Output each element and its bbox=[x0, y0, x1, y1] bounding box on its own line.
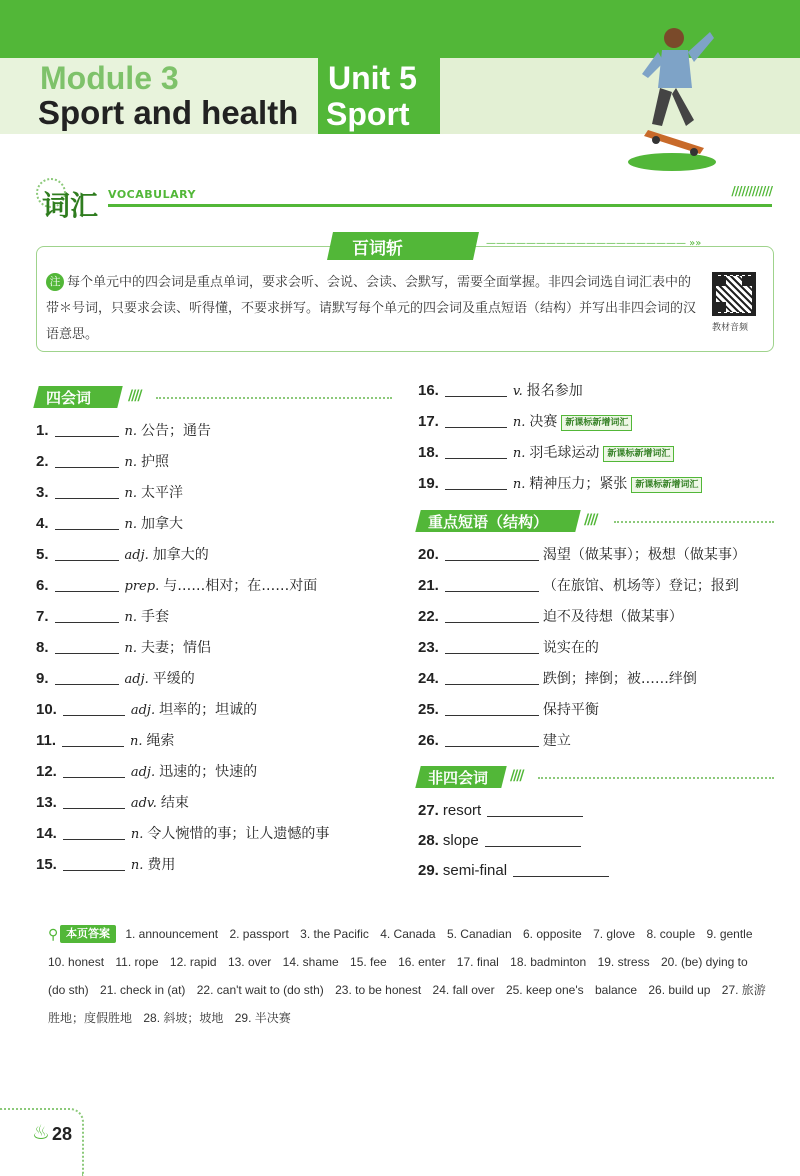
vocab-item bbox=[418, 382, 583, 401]
answer-item: 18. badminton bbox=[510, 955, 587, 969]
answer-blank[interactable] bbox=[63, 826, 125, 840]
phrase-item bbox=[418, 546, 746, 564]
section-four-skill-bars: //// bbox=[128, 388, 141, 404]
vocab-item bbox=[36, 515, 183, 534]
english-word: resort bbox=[442, 802, 482, 819]
answer-item: balance bbox=[594, 983, 638, 997]
part-of-speech: n. bbox=[124, 424, 138, 439]
answer-item: 10. honest bbox=[48, 955, 105, 969]
vocab-item bbox=[36, 763, 257, 782]
item-meaning: 精神压力；紧张 bbox=[529, 476, 628, 492]
answer-blank[interactable] bbox=[63, 795, 125, 809]
item-number: 11. bbox=[36, 732, 57, 749]
balloon-icon: ♨ bbox=[32, 1120, 50, 1144]
skateboarder-illustration bbox=[612, 12, 732, 172]
item-number: 3. bbox=[36, 484, 49, 501]
answer-blank[interactable] bbox=[55, 609, 119, 623]
item-number: 10. bbox=[36, 701, 57, 718]
section-four-skill-words bbox=[36, 386, 392, 408]
item-number: 4. bbox=[36, 515, 49, 532]
phrase-item bbox=[418, 701, 599, 719]
answer-blank[interactable] bbox=[445, 445, 507, 459]
vocab-item bbox=[418, 413, 632, 432]
item-number: 13. bbox=[36, 794, 57, 811]
item-number: 12. bbox=[36, 763, 57, 780]
part-of-speech: adj. bbox=[130, 703, 156, 718]
phrase-item bbox=[418, 608, 683, 626]
answer-item: 27. 旅游胜地；度假胜地 bbox=[48, 983, 766, 1025]
vocab-item bbox=[418, 444, 674, 463]
answer-blank[interactable] bbox=[445, 609, 539, 623]
part-of-speech: n. bbox=[130, 734, 143, 749]
answer-item: 3. the Pacific bbox=[300, 927, 369, 941]
item-number: 27. bbox=[418, 802, 439, 819]
non-four-item bbox=[418, 802, 589, 820]
item-number: 20. bbox=[418, 546, 439, 563]
part-of-speech: n. bbox=[124, 610, 138, 625]
answer-item: 16. enter bbox=[398, 955, 446, 969]
vocab-item bbox=[36, 608, 169, 627]
section-key-phrases-dots bbox=[614, 521, 774, 523]
vocab-item bbox=[36, 825, 329, 844]
item-meaning: 加拿大 bbox=[141, 516, 184, 532]
answer-blank[interactable] bbox=[55, 640, 119, 654]
answer-item: 4. Canada bbox=[380, 927, 436, 941]
item-meaning: 令人惋惜的事；让人遗憾的事 bbox=[147, 826, 330, 842]
part-of-speech: n. bbox=[130, 858, 144, 873]
answer-item: 13. over bbox=[227, 955, 272, 969]
phrase-item bbox=[418, 639, 599, 657]
item-meaning: 加拿大的 bbox=[152, 547, 209, 563]
new-curriculum-badge: 新课标新增词汇 bbox=[561, 415, 632, 431]
vocab-item bbox=[36, 732, 175, 751]
item-meaning: （在旅馆、机场等）登记；报到 bbox=[542, 578, 739, 594]
answer-item: 29. 半决赛 bbox=[234, 1011, 291, 1025]
answer-item: 26. build up bbox=[648, 983, 711, 997]
item-meaning: 渴望（做某事）；极想（做某事） bbox=[542, 547, 746, 563]
answer-item: 21. check in (at) bbox=[100, 983, 186, 997]
answer-blank[interactable] bbox=[445, 640, 539, 654]
item-meaning: 决赛 bbox=[529, 414, 558, 430]
unit-subtitle: Sport bbox=[326, 96, 410, 132]
answer-blank[interactable] bbox=[445, 383, 507, 397]
section-key-phrases-title: 重点短语（结构） bbox=[428, 513, 549, 531]
vocab-item bbox=[36, 577, 317, 596]
part-of-speech: adj. bbox=[130, 765, 156, 780]
intro-tag: 百词斩 bbox=[352, 239, 403, 259]
answer-blank[interactable] bbox=[445, 578, 539, 592]
part-of-speech: prep. bbox=[124, 579, 160, 594]
item-number: 24. bbox=[418, 670, 439, 687]
item-meaning: 报名参加 bbox=[526, 383, 583, 399]
answer-blank[interactable] bbox=[485, 833, 581, 847]
answer-blank[interactable] bbox=[55, 423, 119, 437]
answer-blank[interactable] bbox=[55, 454, 119, 468]
qr-label: 教材音频 bbox=[712, 323, 749, 333]
answer-item: 25. keep one's bbox=[505, 983, 584, 997]
new-curriculum-badge: 新课标新增词汇 bbox=[631, 477, 702, 493]
item-number: 5. bbox=[36, 546, 49, 563]
answer-blank[interactable] bbox=[63, 764, 125, 778]
answer-item: 24. fall over bbox=[432, 983, 495, 997]
non-four-item bbox=[418, 832, 587, 850]
item-number: 6. bbox=[36, 577, 49, 594]
section-key-phrases-bars: //// bbox=[584, 512, 597, 528]
answer-item: 14. shame bbox=[282, 955, 339, 969]
answer-item: 6. opposite bbox=[523, 927, 582, 941]
phrase-item bbox=[418, 732, 571, 750]
part-of-speech: n. bbox=[124, 517, 138, 532]
section-non-four-skill-words bbox=[418, 766, 774, 788]
item-number: 25. bbox=[418, 701, 439, 718]
part-of-speech: v. bbox=[512, 384, 523, 399]
item-number: 22. bbox=[418, 608, 439, 625]
page-number: 28 bbox=[52, 1124, 73, 1144]
key-icon: ⚲ bbox=[48, 926, 59, 942]
vocabulary-title-cn: 词汇 bbox=[42, 189, 99, 222]
section-non-four-title: 非四会词 bbox=[428, 769, 489, 787]
answer-item: 17. final bbox=[456, 955, 499, 969]
part-of-speech: n. bbox=[124, 455, 138, 470]
answer-item: 12. rapid bbox=[169, 955, 217, 969]
item-number: 7. bbox=[36, 608, 49, 625]
phrase-item bbox=[418, 577, 739, 595]
vocabulary-underline bbox=[108, 204, 772, 207]
item-number: 18. bbox=[418, 444, 439, 461]
item-meaning: 跌倒；摔倒；被……绊倒 bbox=[542, 671, 697, 687]
item-number: 16. bbox=[418, 382, 439, 399]
item-number: 26. bbox=[418, 732, 439, 749]
item-meaning: 费用 bbox=[147, 857, 176, 873]
item-meaning: 迅速的；快速的 bbox=[159, 764, 258, 780]
item-meaning: 手套 bbox=[141, 609, 170, 625]
answer-item: 28. 斜坡；坡地 bbox=[143, 1011, 224, 1025]
intro-tag-bg bbox=[327, 232, 479, 260]
item-number: 19. bbox=[418, 475, 439, 492]
item-number: 14. bbox=[36, 825, 57, 842]
answer-blank[interactable] bbox=[63, 857, 125, 871]
answer-blank[interactable] bbox=[445, 476, 507, 490]
answer-item: 7. glove bbox=[593, 927, 636, 941]
answer-blank[interactable] bbox=[445, 671, 539, 685]
item-meaning: 护照 bbox=[141, 454, 170, 470]
answer-item: 22. can't wait to (do sth) bbox=[196, 983, 324, 997]
answer-blank[interactable] bbox=[55, 516, 119, 530]
vocab-item bbox=[36, 422, 211, 441]
answer-blank[interactable] bbox=[62, 733, 124, 747]
part-of-speech: n. bbox=[124, 641, 138, 656]
vocab-item bbox=[36, 856, 175, 875]
item-number: 15. bbox=[36, 856, 57, 873]
qr-code-pattern bbox=[716, 276, 752, 312]
item-number: 1. bbox=[36, 422, 49, 439]
vocab-item bbox=[36, 670, 195, 689]
item-meaning: 保持平衡 bbox=[542, 702, 599, 718]
module-subtitle: Sport and health bbox=[38, 94, 299, 131]
vocabulary-title-en: VOCABULARY bbox=[108, 188, 196, 201]
answer-item: 2. passport bbox=[229, 927, 289, 941]
module-title: Module 3 bbox=[40, 60, 179, 96]
english-word: slope bbox=[442, 832, 479, 849]
item-number: 2. bbox=[36, 453, 49, 470]
vocab-item bbox=[36, 639, 211, 658]
section-non-four-dots bbox=[538, 777, 774, 779]
part-of-speech: n. bbox=[512, 415, 526, 430]
answer-item: 1. announcement bbox=[125, 927, 219, 941]
vocabulary-slashes: //////////// bbox=[731, 184, 772, 198]
item-meaning: 结束 bbox=[160, 795, 189, 811]
item-meaning: 建立 bbox=[542, 733, 571, 749]
item-meaning: 公告；通告 bbox=[141, 423, 212, 439]
part-of-speech: n. bbox=[130, 827, 144, 842]
item-number: 28. bbox=[418, 832, 439, 849]
answer-blank[interactable] bbox=[55, 671, 119, 685]
answer-item: 19. stress bbox=[597, 955, 650, 969]
item-number: 8. bbox=[36, 639, 49, 656]
section-non-four-bars: //// bbox=[510, 768, 523, 784]
vocab-item bbox=[36, 453, 169, 472]
answer-blank[interactable] bbox=[55, 578, 119, 592]
section-key-phrases bbox=[418, 510, 774, 532]
answer-item: 5. Canadian bbox=[446, 927, 512, 941]
answer-item: 11. rope bbox=[115, 955, 159, 969]
vocab-item bbox=[418, 475, 702, 494]
answer-item: 9. gentle bbox=[706, 927, 753, 941]
part-of-speech: adj. bbox=[124, 672, 149, 687]
vocab-item bbox=[36, 546, 209, 565]
item-meaning: 坦率的；坦诚的 bbox=[159, 702, 258, 718]
answer-blank[interactable] bbox=[445, 733, 539, 747]
item-meaning: 与……相对；在……对面 bbox=[163, 578, 318, 594]
item-number: 21. bbox=[418, 577, 439, 594]
answer-blank[interactable] bbox=[487, 803, 583, 817]
intro-arrow-line: ———————————————————— »» bbox=[486, 238, 702, 249]
part-of-speech: n. bbox=[512, 477, 526, 492]
item-number: 29. bbox=[418, 862, 439, 879]
note-icon: 注 bbox=[46, 273, 64, 291]
answer-item: 8. couple bbox=[646, 927, 696, 941]
non-four-item bbox=[418, 862, 615, 880]
english-word: semi-final bbox=[442, 862, 508, 879]
item-meaning: 绳索 bbox=[146, 733, 175, 749]
item-meaning: 夫妻；情侣 bbox=[141, 640, 212, 656]
answer-item: 20. (be) dying to (do sth) bbox=[48, 955, 748, 997]
section-four-skill-dots bbox=[156, 397, 392, 399]
answer-blank[interactable] bbox=[445, 702, 539, 716]
phrase-item bbox=[418, 670, 697, 688]
answer-item: 23. to be honest bbox=[335, 983, 422, 997]
unit-title: Unit 5 bbox=[328, 60, 417, 96]
unit-banner bbox=[0, 0, 800, 170]
answer-blank[interactable] bbox=[55, 485, 119, 499]
item-number: 23. bbox=[418, 639, 439, 656]
part-of-speech: n. bbox=[512, 446, 526, 461]
vocab-item bbox=[36, 701, 257, 720]
item-meaning: 平缓的 bbox=[152, 671, 195, 687]
item-number: 9. bbox=[36, 670, 49, 687]
new-curriculum-badge: 新课标新增词汇 bbox=[603, 446, 674, 462]
vocabulary-section-header bbox=[36, 178, 772, 222]
answer-key-tag: 本页答案 bbox=[60, 925, 116, 943]
part-of-speech: n. bbox=[124, 486, 138, 501]
item-meaning: 羽毛球运动 bbox=[529, 445, 600, 461]
answer-blank[interactable] bbox=[445, 414, 507, 428]
item-meaning: 迫不及待想（做某事） bbox=[542, 609, 683, 625]
answer-blank[interactable] bbox=[55, 547, 119, 561]
item-meaning: 说实在的 bbox=[542, 640, 599, 656]
answer-item: 15. fee bbox=[350, 955, 387, 969]
vocab-item bbox=[36, 484, 183, 503]
intro-text: 每个单元中的四会词是重点单词，要求会听、会说、会读、会默写，需要全面掌握。非四会词选自词汇表中的带＊号词，只要求会读、听得懂，不要求拼写。请默写每个单元的四会词及重点短语（结构）并写出非四会词的汉语意思。 bbox=[46, 275, 697, 342]
part-of-speech: adj. bbox=[124, 548, 149, 563]
item-meaning: 太平洋 bbox=[141, 485, 184, 501]
answer-blank[interactable] bbox=[63, 702, 125, 716]
vocab-item bbox=[36, 794, 189, 813]
answer-key bbox=[48, 920, 768, 1032]
answer-blank[interactable] bbox=[513, 863, 609, 877]
intro-text-block bbox=[46, 270, 702, 348]
part-of-speech: adv. bbox=[130, 796, 157, 811]
item-number: 17. bbox=[418, 413, 439, 430]
answer-blank[interactable] bbox=[445, 547, 539, 561]
section-four-skill-title: 四会词 bbox=[46, 389, 92, 407]
